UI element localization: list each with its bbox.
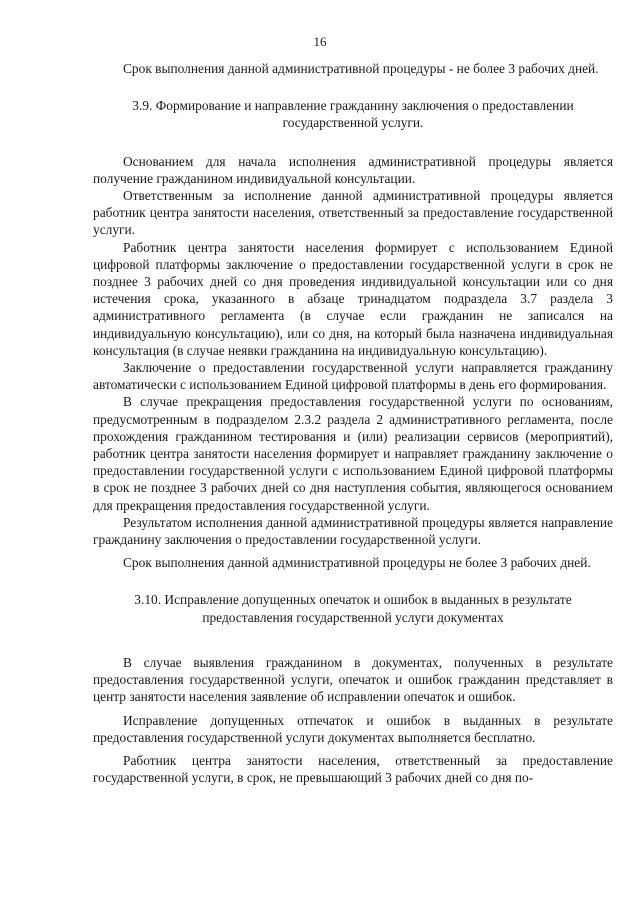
paragraph: Исправление допущенных отпечаток и ошибок в выданных в результате предоставления государственной услуги документах выполняется бесплатно. [93,712,613,745]
paragraph: В случае выявления гражданином в документах, полученных в результате предоставления государственной услуги, опечаток и ошибок гражданин представляет в центр занятости населения заявление об исправлении опечаток и ошибок. [93,654,613,705]
page-number: 16 [313,34,327,49]
section-heading-3-10: 3.10. Исправление допущенных опечаток и ошибок в выданных в результате предоставления государственной услуги документах [134,592,572,625]
paragraph: Срок выполнения данной административной процедуры - не более 3 рабочих дней. [123,61,599,76]
paragraph: Основанием для начала исполнения административной процедуры является получение гражданином индивидуальной консультации. [93,153,613,186]
paragraph: Работник центра занятости населения формирует с использованием Единой цифровой платформы заключение о предоставлении государственной услуги в срок не позднее 3 рабочих дней со дня проведения индивидуальной консультации или со дня истечения срока, указанного в абзаце тринадцатом подраздела 3.7 раздела 3 административного регламента (в случае если гражданин не записался на индивидуальную консультацию), или со дня, на который была назначена индивидуальная консультация (в случае неявки гражданина на индивидуальную консультацию). [93,239,613,358]
document-body [93,60,613,786]
paragraph: Срок выполнения данной административной процедуры не более 3 рабочих дней. [123,555,591,571]
paragraph: Ответственным за исполнение данной административной процедуры является работник центра занятости населения, ответственный за предоставление государственной услуги. [93,188,613,238]
paragraph: Результатом исполнения данной административной процедуры является направление гражданину заключения о предоставлении государственной услуги. [93,514,613,548]
paragraph: Заключение о предоставлении государственной услуги направляется гражданину автоматически с использованием Единой цифровой платформы в день его формирования. [93,360,613,393]
paragraph: В случае прекращения предоставления государственной услуги по основаниям, предусмотренным в подразделом 2.3.2 раздела 2 административного регламента, после прохождения гражданином тестирования и (или) реализации сервисов (мероприятий), работник центра занятости населения формирует и направляет гражданину заключение о предоставлении государственной услуги с использованием Единой цифровой платформы в срок не позднее 3 рабочих дней со дня наступления события, являющегося основанием для прекращения предоставления государственной услуги. [93,394,613,513]
paragraph: Работник центра занятости населения, ответственный за предоставление государственной услуги, в срок, не превышающий 3 рабочих дней со дня по- [93,752,613,786]
section-heading-3-9: 3.9. Формирование и направление гражданину заключения о предоставлении государственной услуги. [132,98,574,131]
